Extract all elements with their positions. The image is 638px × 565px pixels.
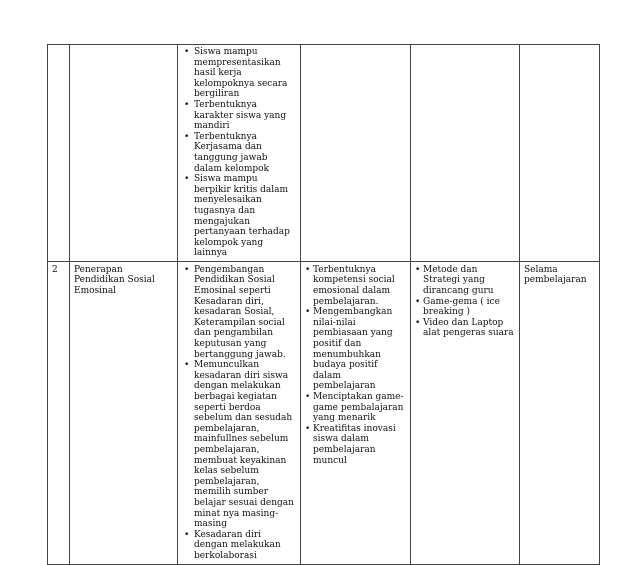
list-item: • Metode dan Strategi yang dirancang guru (415, 265, 515, 297)
cell-resources (411, 261, 520, 564)
list-item: • Siswa mampu mempresentasikan hasil kerja kelompoknya secara bergiliran (182, 47, 296, 100)
cell-outcomes (301, 261, 411, 564)
table-row (48, 261, 600, 564)
list-item: • Kesadaran diri dengan melakukan berkolaborasi (182, 530, 296, 562)
cell-program: Penerapan Pendidikan Sosial Emosinal (70, 261, 178, 564)
resource-list (415, 265, 515, 339)
cell-time: Selama pembelajaran (520, 261, 600, 564)
list-item: • Kreatifitas inovasi siswa dalam pembelajaran muncul (305, 424, 406, 466)
list-item: • Terbentuknya karakter siswa yang mandiri (182, 100, 296, 132)
cell-resources (411, 45, 520, 262)
list-item: • Memunculkan kesadaran diri siswa dengan melakukan berbagai kegiatan seperti berdoa sebelum dan sesudah pembelajaran, mainfullnes sebelum pembelajaran, membuat keyakinan kelas sebelum pembelajaran, memilih sumber belajar sesuai dengan minat nya masing-masing (182, 360, 296, 530)
activity-list (182, 265, 296, 562)
cell-program (70, 45, 178, 262)
list-item: • Siswa mampu berpikir kritis dalam menyelesaikan tugasnya dan mengajukan pertanyaan terhadap kelompok yang lainnya (182, 174, 296, 259)
cell-activities (178, 261, 301, 564)
list-item: • Menciptakan game-game pembalajaran yang menarik (305, 392, 406, 424)
list-item: • Pengembangan Pendidikan Sosial Emosinal seperti Kesadaran diri, kesadaran Sosial, Keterampilan social dan pengambilan keputusan yang bertanggung jawab. (182, 265, 296, 360)
activity-list (182, 47, 296, 259)
cell-time (520, 45, 600, 262)
cell-number (48, 45, 70, 262)
cell-outcomes (301, 45, 411, 262)
program-table (47, 44, 600, 565)
list-item: • Terbentuknya kompetensi social emosional dalam pembelajaran. (305, 265, 406, 307)
list-item: • Game-gema ( ice breaking ) (415, 297, 515, 318)
list-item: • Terbentuknya Kerjasama dan tanggung jawab dalam kelompok (182, 132, 296, 174)
list-item: • Video dan Laptop alat pengeras suara (415, 318, 515, 339)
cell-activities (178, 45, 301, 262)
outcome-list (305, 265, 406, 466)
cell-number: 2 (48, 261, 70, 564)
table-row (48, 45, 600, 262)
list-item: • Mengembangkan nilai-nilai pembiasaan yang positif dan menumbuhkan budaya positif dalam pembelajaran (305, 307, 406, 392)
